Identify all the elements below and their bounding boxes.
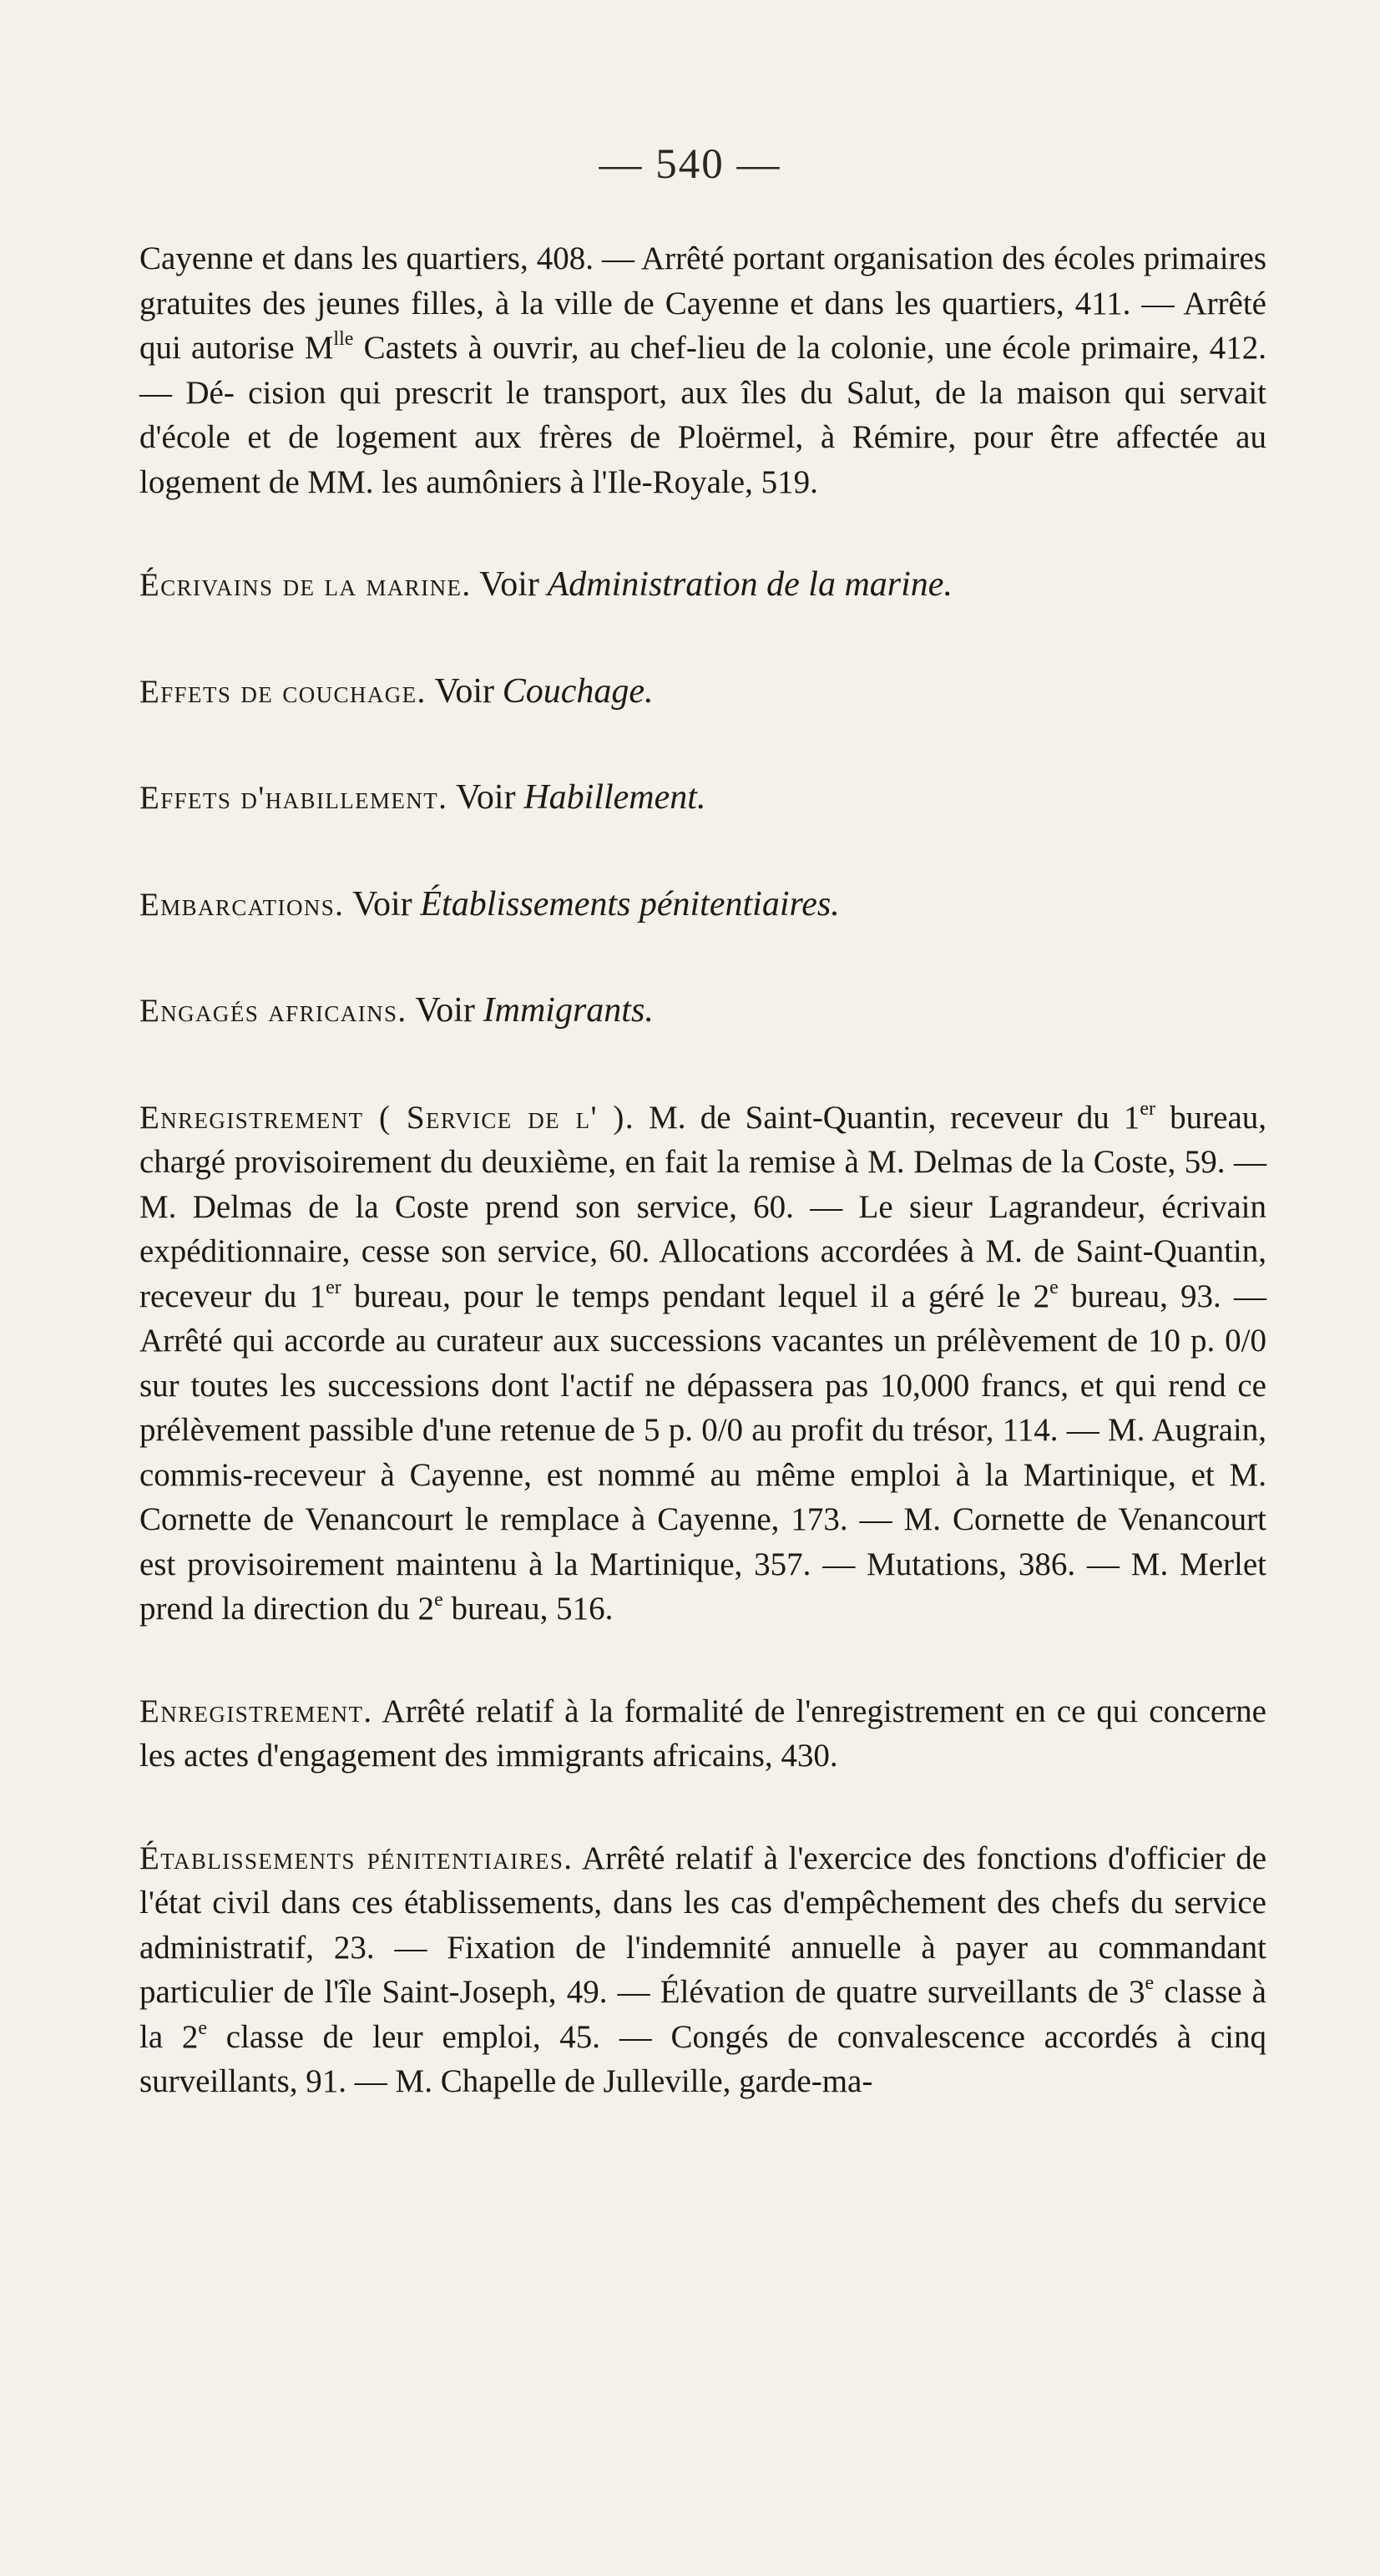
text-line: ouvrir, au chef-lieu de la colonie, une école primaire, 412. — Dé- bbox=[139, 330, 1267, 411]
text-line: 519. bbox=[761, 463, 818, 500]
see-label: Voir bbox=[479, 565, 539, 604]
text-line: et dans les quartiers, 411. — Arrêté qui autorise M bbox=[139, 285, 1266, 366]
entry-heading: Enregistrement. bbox=[139, 1693, 373, 1729]
entry-text: bureau, 93. — Arrêté qui accorde au curateur aux successions vacantes un prélèvement de 10 p. 0/0 sur toutes les successions dont l'actif ne dépassera pas 10,000 francs, et qui rend ce prélèvement passible d'une retenue de 5 p. 0/0 au profit du trésor, 114. — M. Augrain, commis-receveur à Cayenne, est nommé au même emploi à la Martinique, et M. Cornette de Venancourt le remplace à Cayenne, 173. — M. Cornette de Venancourt est provisoirement maintenu à la Martinique, 357. — Mutations, 386. — M. Merlet prend la direction du 2 bbox=[139, 1278, 1266, 1627]
entry-text: Arrêté relatif à la formalité de l'enregistrement en ce qui concerne les actes d'engagement des immigrants africains, 430. bbox=[139, 1693, 1266, 1774]
text-line: Castets à bbox=[353, 330, 483, 366]
see-label: Voir bbox=[352, 884, 412, 924]
entry-heading: Engagés africains. bbox=[139, 993, 407, 1029]
superscript: e bbox=[434, 1589, 443, 1611]
superscript: e bbox=[1049, 1276, 1059, 1298]
text-line: Cayenne et dans les quartiers, 408. — Arrêté portant organisation bbox=[139, 240, 994, 276]
text-line: des écoles primaires gratuites des jeunes filles, à la ville de Cayenne bbox=[139, 240, 1267, 321]
entry-text: classe à la 2 bbox=[139, 1974, 1266, 2055]
entry-enregistrement-service bbox=[139, 1096, 1266, 1632]
see-label: Voir bbox=[434, 671, 495, 711]
see-reference: Immigrants. bbox=[483, 991, 654, 1030]
superscript: er bbox=[1140, 1097, 1155, 1120]
see-reference: Couchage. bbox=[502, 671, 654, 711]
superscript: e bbox=[198, 2017, 208, 2039]
entry-text: bureau, pour le temps pendant lequel il a géré le 2 bbox=[341, 1278, 1050, 1314]
see-reference: Administration de la marine. bbox=[547, 565, 953, 604]
entry-text: bureau, 516. bbox=[442, 1591, 614, 1627]
see-reference: Habillement. bbox=[523, 778, 706, 817]
superscript: er bbox=[326, 1276, 341, 1298]
index-text bbox=[139, 236, 1266, 2162]
entry-text: bureau, chargé provisoirement du deuxième, en fait la remise à M. Delmas de la Coste, 59. — M. Delmas de la Coste prend son service, 60. — Le sieur Lagrandeur, écrivain expéditionnaire, cesse son service, 60. Allocations accordées à M. de Saint-Quantin, receveur du 1 bbox=[139, 1099, 1266, 1314]
entry-enregistrement bbox=[139, 1689, 1266, 1779]
entry-heading: Écrivains de la marine. bbox=[139, 567, 472, 603]
entry-etablissements bbox=[139, 1836, 1266, 2104]
entry-habillement bbox=[139, 776, 1266, 821]
entry-heading: Enregistrement ( Service de l' ). bbox=[139, 1099, 634, 1136]
entry-text: classe de leur emploi, 45. — Congés de convalescence accordés à cinq surveillants, 91. — M. Chapelle de Julleville, garde-ma- bbox=[139, 2018, 1266, 2099]
entry-heading: Embarcations. bbox=[139, 886, 345, 923]
entry-heading: Effets d'habillement. bbox=[139, 780, 448, 816]
see-label: Voir bbox=[456, 778, 516, 817]
see-label: Voir bbox=[415, 991, 475, 1030]
text-line: pour être affectée au logement de MM. les aumôniers à l'Ile-Royale, bbox=[139, 419, 1266, 500]
superscript: lle bbox=[333, 328, 354, 350]
entry-text: Arrêté relatif à l'exercice des fonctions d'officier de l'état civil dans ces établissements, dans les cas d'empêchement des chefs du service administratif, 23. — Fixation de l'indemnité annuelle à payer au commandant particulier de l'île Saint-Joseph, 49. — Élévation de quatre surveillants de 3 bbox=[139, 1840, 1267, 2010]
entry-heading: Effets de couchage. bbox=[139, 673, 427, 710]
entry-engages bbox=[139, 989, 1266, 1034]
page-number: — 540 — bbox=[599, 141, 781, 188]
entry-ecrivains bbox=[139, 563, 1266, 608]
entry-text: M. de Saint-Quantin, receveur du 1 bbox=[634, 1099, 1140, 1136]
entry-embarcations bbox=[139, 883, 1266, 928]
superscript: e bbox=[1145, 1972, 1155, 1994]
entry-couchage bbox=[139, 670, 1266, 715]
text-line: servait d'école et de logement aux frères de Ploërmel, à Rémire, bbox=[139, 374, 1267, 455]
entry-heading: Établissements pénitentiaires. bbox=[139, 1840, 574, 1876]
see-reference: Établissements pénitentiaires. bbox=[420, 884, 840, 924]
text-line: cision qui prescrit le transport, aux îles du Salut, de la maison qui bbox=[248, 374, 1166, 411]
continued-entry bbox=[139, 236, 1266, 504]
